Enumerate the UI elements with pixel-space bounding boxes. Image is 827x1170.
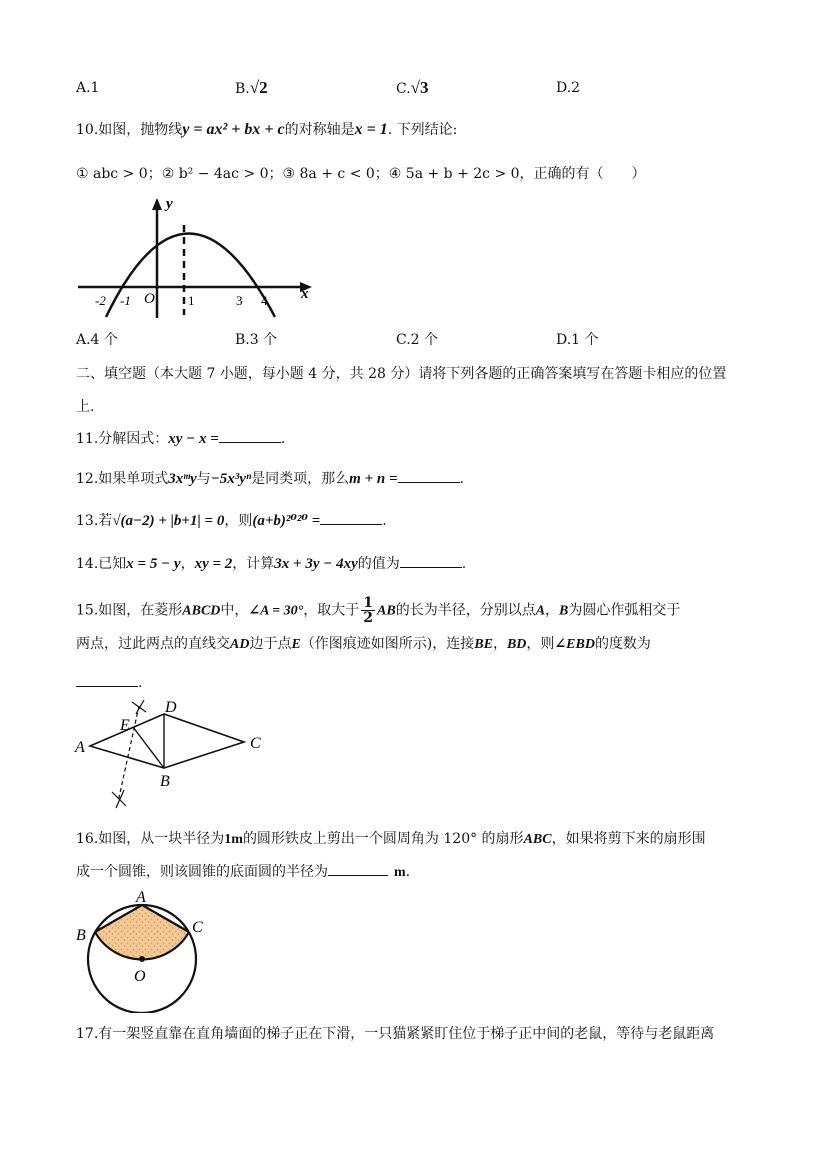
q10-option-a: A.4 个 bbox=[76, 332, 118, 348]
tick-4: 4 bbox=[261, 293, 268, 308]
arc-mark-bottom bbox=[112, 790, 126, 808]
q9-option-d: D.2 bbox=[556, 80, 581, 96]
label-o: O bbox=[134, 968, 146, 985]
tick-minus-2: -2 bbox=[95, 293, 106, 308]
rhombus-abcd bbox=[90, 714, 244, 768]
label-c: C bbox=[192, 919, 203, 936]
q15-line-2: 两点，过此两点的直线交AD边于点E（作图痕迹如图所示)，连接BE，BD，则∠EBD的度数为 bbox=[76, 636, 651, 652]
q9-option-c: C.√3 bbox=[396, 78, 429, 97]
q15-line-1: 15.如图，在菱形ABCD中，∠A = 30°，取大于 $\frac{1}{2}$ AB的长为半径，分别以点A，B为圆心作弧相交于 bbox=[76, 595, 681, 626]
q17-line-1: 17.有一架竖直靠在直角墙面的梯子正在下滑，一只猫紧紧盯住位于梯子正中间的老鼠，等待与老鼠距离 bbox=[76, 1026, 715, 1042]
q10-conclusions: ① abc > 0；② b² − 4ac > 0；③ 8a + c < 0；④ 5a + b + 2c > 0，正确的有（ ） bbox=[76, 166, 646, 182]
q10-stem: 10.如图，抛物线y = ax² + bx + c的对称轴是x = 1. 下列结论: bbox=[76, 121, 458, 138]
q15-rhombus-figure bbox=[72, 698, 272, 816]
q10-option-d: D.1 个 bbox=[556, 332, 599, 348]
answer-blank bbox=[400, 553, 462, 568]
answer-blank bbox=[219, 428, 281, 443]
tick-3: 3 bbox=[236, 293, 243, 308]
section-2-heading-cont: 上. bbox=[76, 399, 95, 415]
answer-blank bbox=[328, 861, 388, 876]
answer-blank bbox=[320, 510, 382, 525]
arc-mark-top bbox=[132, 700, 146, 714]
q16-line-2: 成一个圆锥，则该圆锥的底面圆的半径为 m. bbox=[76, 861, 410, 883]
label-a: A bbox=[75, 739, 85, 756]
label-b: B bbox=[76, 927, 86, 944]
tick-1: 1 bbox=[188, 293, 195, 308]
q13: 13.若√(a−2) + |b+1| = 0，则(a+b)²⁰²⁰ = . bbox=[76, 510, 387, 531]
label-e: E bbox=[120, 717, 130, 734]
label-b: B bbox=[160, 773, 170, 790]
q12: 12.如果单项式3xᵐy与−5x³yⁿ是同类项，那么m + n = . bbox=[76, 468, 464, 489]
q10-option-c: C.2 个 bbox=[396, 332, 439, 348]
q16-circle-sector-figure bbox=[72, 888, 222, 1013]
y-axis-arrow bbox=[152, 198, 162, 210]
tick-minus-1: -1 bbox=[120, 293, 131, 308]
label-c: C bbox=[250, 735, 261, 752]
answer-blank bbox=[398, 468, 460, 483]
label-y: y bbox=[166, 196, 173, 212]
label-d: D bbox=[165, 699, 177, 716]
sector-fill bbox=[95, 905, 189, 959]
q10-parabola-figure bbox=[76, 195, 316, 320]
q14: 14.已知x = 5 − y，xy = 2，计算3x + 3y − 4xy的值为 . bbox=[76, 553, 466, 574]
q10-option-b: B.3 个 bbox=[235, 332, 278, 348]
segment-be bbox=[133, 727, 164, 768]
q9-option-b: B.√2 bbox=[235, 78, 268, 97]
label-x: x bbox=[301, 286, 309, 302]
section-2-heading: 二、填空题（本大题 7 小题，每小题 4 分，共 28 分）请将下列各题的正确答案填写在答题卡相应的位置 bbox=[76, 366, 727, 382]
q16-line-1: 16.如图，从一块半径为1m的圆形铁皮上剪出一个圆周角为 120° 的扇形ABC，如果将剪下来的扇形围 bbox=[76, 831, 706, 847]
q9-option-a: A.1 bbox=[76, 80, 100, 96]
center-o-dot bbox=[139, 956, 145, 962]
answer-blank bbox=[76, 672, 138, 687]
label-origin: O bbox=[144, 291, 155, 307]
q11: 11.分解因式：xy − x = . bbox=[76, 428, 285, 449]
q15-line-3: . bbox=[76, 672, 142, 693]
label-a: A bbox=[136, 889, 146, 906]
fraction-one-half: $\frac{1}{2}$ bbox=[363, 595, 374, 626]
